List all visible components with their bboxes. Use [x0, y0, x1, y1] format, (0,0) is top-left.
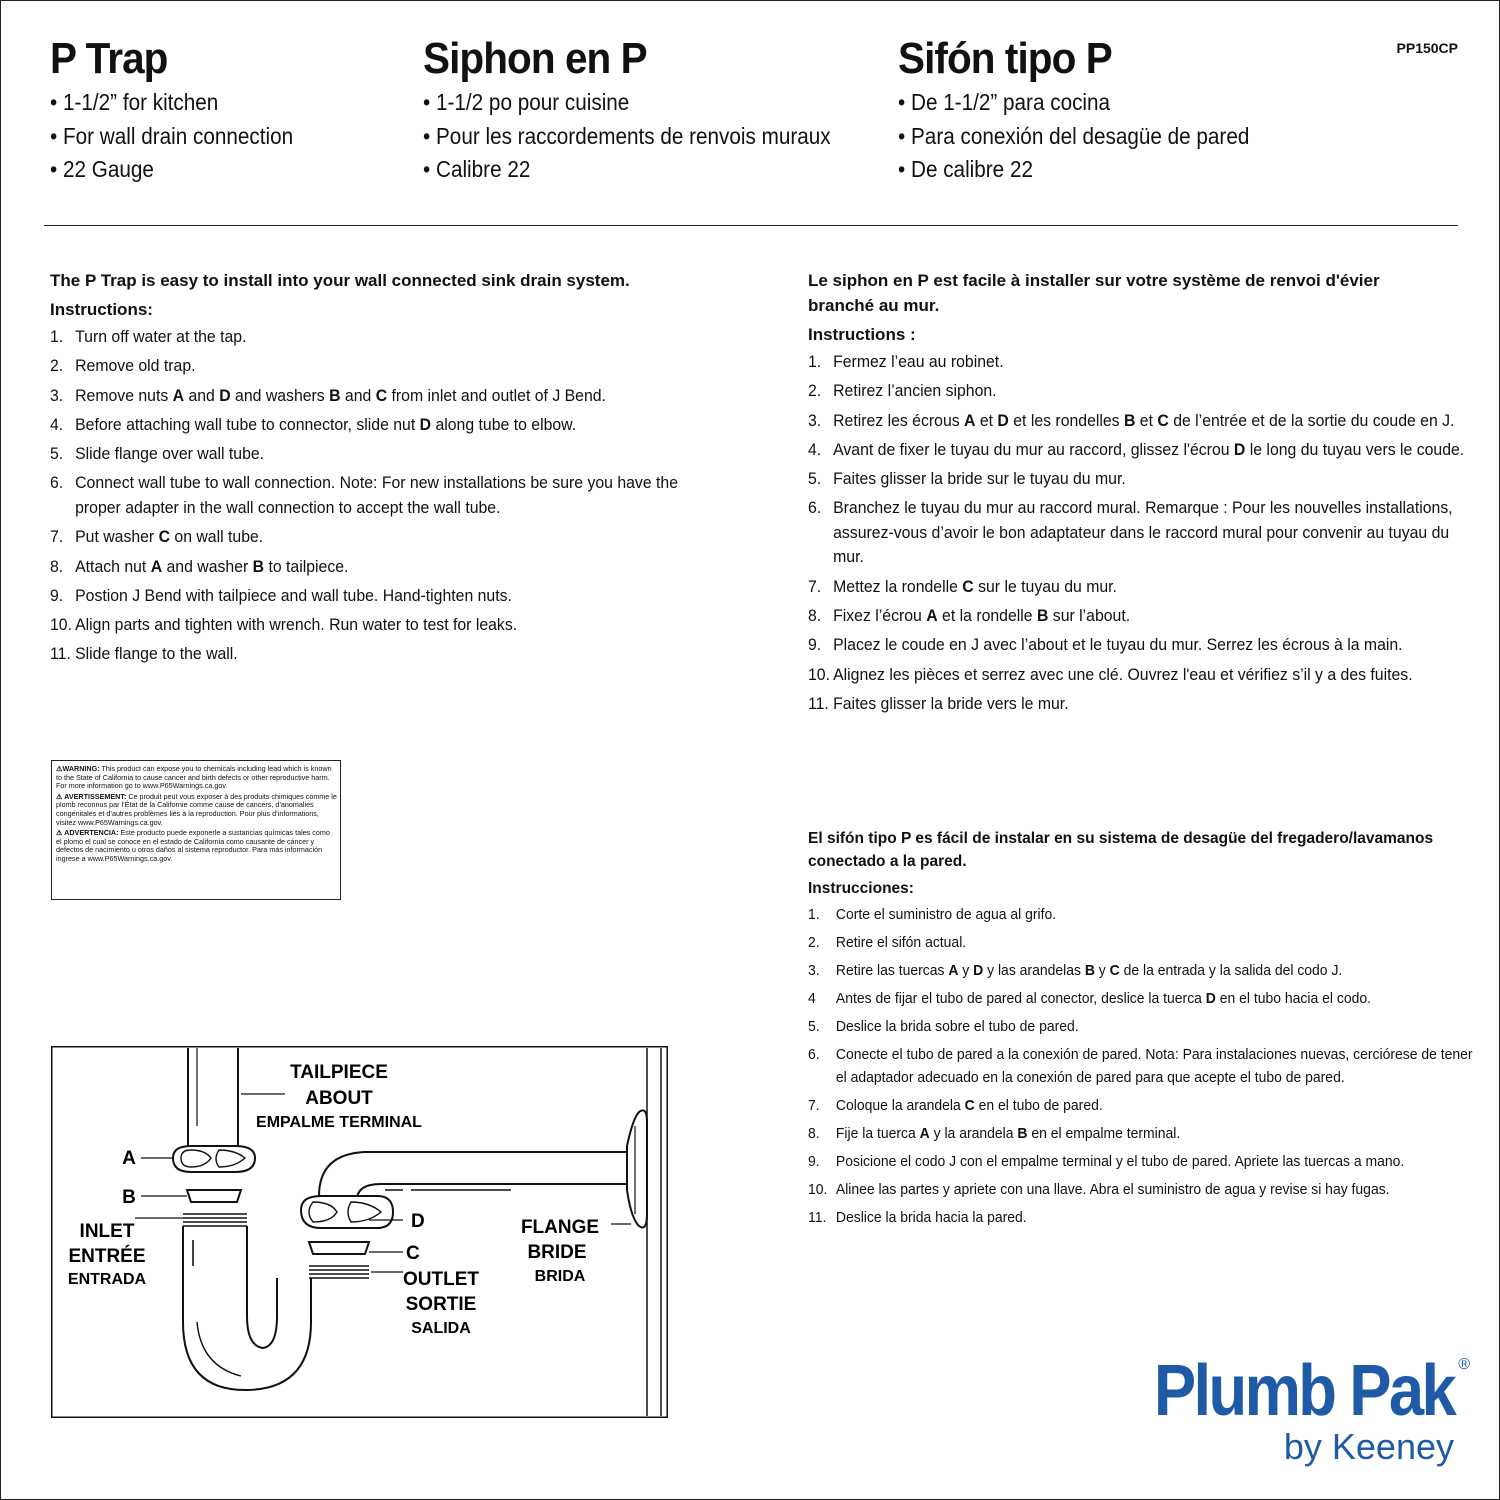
step-item: [808, 959, 1473, 982]
step-text: Faites glisser la bride sur le tuyau du mur.: [833, 469, 1126, 489]
steps-list: [50, 325, 678, 667]
step-text: Slide flange over wall tube.: [75, 444, 265, 464]
step-text: Turn off water at the tap.: [75, 327, 247, 346]
step-item: [808, 663, 1470, 688]
step-text: Fermez l’eau au robinet.: [833, 352, 1004, 371]
label-bride: BRIDE: [527, 1242, 587, 1263]
step-item: [50, 584, 682, 609]
washer-b: [187, 1190, 241, 1202]
step-item: [808, 1094, 1473, 1117]
step-text: Conecte el tubo de pared a la conexión de pared. Nota: Para instalaciones nuevas, cerciórese de tener el adaptador adecuado en la conexión de pared para que acepte el tubo de pared.: [835, 1046, 1473, 1086]
feature-item: • 1-1/2 po pour cuisine: [423, 89, 630, 115]
step-text: Remove old trap.: [75, 356, 196, 376]
instructions-english: [50, 268, 678, 672]
feature-item: • Calibre 22: [423, 156, 531, 182]
intro-french: Le siphon en P est facile à installer sur votre système de renvoi d'évier branché au mur.: [808, 271, 1380, 315]
step-item: [50, 413, 682, 438]
header-french: [423, 34, 876, 187]
step-number: 2.: [50, 356, 64, 376]
step-text: Connect wall tube to wall connection. Note: For new installations be sure you have the proper adapter in the wall connection to accept the wall tube.: [75, 473, 678, 517]
step-number: 11.: [808, 693, 829, 713]
label-salida: SALIDA: [411, 1320, 471, 1337]
j-bend: [183, 1226, 311, 1390]
feature-item: • Pour les raccordements de renvois muraux: [423, 122, 831, 149]
label-brida: BRIDA: [534, 1268, 586, 1285]
washer-c: [309, 1242, 369, 1254]
step-number: 11.: [50, 644, 71, 664]
step-number: 10.: [808, 664, 830, 684]
step-number: 6.: [808, 1046, 820, 1063]
step-item: [808, 931, 1473, 954]
steps-list: [808, 903, 1473, 1229]
step-item: [50, 642, 682, 667]
step-item: [808, 1150, 1473, 1173]
warning-french: [56, 793, 337, 827]
step-text: Deslice la brida sobre el tubo de pared.: [835, 1018, 1079, 1035]
step-item: [808, 1206, 1473, 1229]
p-trap-diagram: [51, 1046, 668, 1418]
step-number: 6.: [808, 498, 822, 518]
step-number: 7.: [808, 1097, 820, 1114]
feature-list-spanish: [898, 86, 1288, 187]
label-d: D: [411, 1211, 425, 1232]
step-text: Remove nuts A and D and washers B and C from inlet and outlet of J Bend.: [75, 385, 606, 405]
step-item: [808, 692, 1470, 717]
feature-item: • De 1-1/2” para cocina: [898, 89, 1111, 115]
warning-text: Ce produit peut vous exposer à des produits chimiques comme le plomb reconnus par l’État de la Californie comme cause de cancers, d’anomalies congénitales et d’autres problèmes liés à la reproduction. Pour plus d’informations, visitez www.P65Warnings.ca.gov.: [56, 791, 337, 827]
step-item: [808, 438, 1470, 463]
step-item: [808, 1043, 1473, 1089]
instructions-heading-spanish: Instrucciones:: [808, 880, 914, 897]
warning-label: ⚠ AVERTISSEMENT:: [56, 791, 127, 801]
feature-item: • For wall drain connection: [50, 122, 294, 149]
title-spanish: Sifón tipo P: [898, 34, 1112, 83]
label-about: ABOUT: [305, 1088, 373, 1109]
label-inlet: INLET: [79, 1221, 135, 1242]
step-number: 8.: [808, 606, 822, 626]
step-text: Branchez le tuyau du mur au raccord mural. Remarque : Pour les nouvelles installations, assurez-vous d’avoir le bon adaptateur dans le raccord mural pour convenir au tuyau du mur.: [833, 498, 1453, 567]
step-text: Posicione el codo J con el empalme terminal y el tubo de pared. Apriete las tuercas a mano.: [835, 1153, 1405, 1170]
step-text: Align parts and tighten with wrench. Run water to test for leaks.: [75, 615, 518, 635]
instructions-heading-english: Instructions:: [50, 300, 153, 319]
intro-english: The P Trap is easy to install into your wall connected sink drain system.: [50, 271, 630, 290]
warning-text: This product can expose you to chemicals including lead which is known to the State of California to cause cancer and birth defects or other reproductive harm. For more information go to www.P65Warnings.ca.gov.: [56, 764, 332, 791]
label-entrada: ENTRADA: [67, 1271, 147, 1288]
nut-a: [173, 1146, 255, 1172]
label-flange: FLANGE: [520, 1217, 600, 1238]
feature-item: • 22 Gauge: [50, 156, 154, 182]
label-b: B: [122, 1187, 136, 1208]
step-number: 11.: [808, 1209, 827, 1226]
warning-label: ⚠WARNING:: [56, 764, 100, 773]
step-item: [808, 496, 1470, 570]
step-number: 1.: [808, 906, 820, 923]
label-sortie: SORTIE: [405, 1294, 477, 1315]
step-item: [808, 604, 1470, 629]
header-spanish: [898, 34, 1288, 187]
warning-text: Este producto puede exponerle a sustancias químicas tales como el plomo el cual se conoce en el estado de California como causante de cáncer y defectos de nacimiento u otros daños al sistema reproductor. Para más información ingrese a www.P65Warnings.ca.gov.: [56, 828, 330, 863]
step-number: 4.: [808, 439, 822, 459]
feature-item: • De calibre 22: [898, 156, 1033, 182]
label-empalme-terminal: EMPALME TERMINAL: [256, 1114, 422, 1131]
title-english: P Trap: [50, 34, 168, 83]
step-item: [50, 442, 682, 467]
step-item: [50, 325, 682, 350]
step-number: 3.: [808, 410, 822, 430]
step-text: Slide flange to the wall.: [75, 644, 238, 664]
step-number: 8.: [50, 556, 64, 576]
step-text: Attach nut A and washer B to tailpiece.: [75, 556, 349, 576]
step-item: [50, 471, 682, 520]
label-entree: ENTRÉE: [68, 1246, 146, 1267]
step-text: Coloque la arandela C en el tubo de pared.: [835, 1097, 1103, 1114]
step-item: [50, 525, 682, 550]
step-text: Alinee las partes y apriete con una llave. Abra el suministro de agua y revise si hay fugas.: [835, 1181, 1390, 1198]
step-number: 4.: [50, 414, 64, 434]
step-number: 10.: [50, 615, 72, 635]
step-text: Alignez les pièces et serrez avec une clé. Ouvrez l'eau et vérifiez s’il y a des fuites.: [833, 664, 1413, 684]
step-item: [50, 354, 682, 379]
step-number: 5.: [808, 469, 822, 489]
label-outlet: OUTLET: [403, 1269, 479, 1290]
registered-mark: ®: [1458, 1356, 1470, 1373]
intro-spanish: El sifón tipo P es fácil de instalar en su sistema de desagüe del fregadero/lavamanos conectado a la pared.: [808, 830, 1434, 870]
step-text: Retire el sifón actual.: [835, 934, 967, 951]
step-text: Antes de fijar el tubo de pared al conector, deslice la tuerca D en el tubo hacia el codo.: [835, 990, 1372, 1007]
step-text: Postion J Bend with tailpiece and wall tube. Hand-tighten nuts.: [75, 585, 512, 605]
step-text: Mettez la rondelle C sur le tuyau du mur.: [833, 576, 1117, 596]
step-item: [50, 555, 682, 580]
step-number: 2.: [808, 934, 820, 951]
step-item: [808, 1122, 1473, 1145]
step-text: Fije la tuerca A y la arandela B en el empalme terminal.: [835, 1125, 1181, 1142]
instructions-spanish: [808, 827, 1473, 1234]
outlet-threads: [309, 1266, 369, 1278]
step-item: [808, 1178, 1473, 1201]
label-a: A: [122, 1148, 136, 1169]
step-number: 3.: [50, 385, 64, 405]
step-number: 8.: [808, 1125, 820, 1142]
step-number: 9.: [808, 635, 822, 655]
step-item: [50, 384, 682, 409]
step-item: [808, 987, 1473, 1010]
instructions-heading-french: Instructions :: [808, 325, 916, 344]
step-text: Corte el suministro de agua al grifo.: [835, 906, 1057, 923]
step-number: 4: [808, 990, 816, 1007]
step-text: Deslice la brida hacia la pared.: [835, 1209, 1027, 1226]
instructions-french: [808, 268, 1465, 721]
step-text: Retirez l’ancien siphon.: [833, 381, 997, 401]
step-text: Avant de fixer le tuyau du mur au raccord, glissez l'écrou D le long du tuyau vers le coude.: [833, 439, 1465, 459]
logo-tagline: by Keeney: [1283, 1426, 1454, 1467]
step-text: Retire las tuercas A y D y las arandelas B y C de la entrada y la salida del codo J.: [835, 962, 1343, 979]
warning-label: ⚠ ADVERTENCIA:: [56, 828, 119, 838]
step-number: 10.: [808, 1181, 828, 1198]
step-text: Placez le coude en J avec l’about et le tuyau du mur. Serrez les écrous à la main.: [833, 635, 1403, 655]
step-item: [808, 1015, 1473, 1038]
warning-spanish: [56, 829, 337, 863]
step-number: 7.: [50, 527, 64, 547]
prop65-warning: [51, 760, 341, 900]
step-item: [808, 350, 1470, 375]
step-number: 9.: [808, 1153, 820, 1170]
header-divider: [44, 225, 1458, 226]
plumb-pak-logo: [1110, 1350, 1470, 1480]
nut-d: [301, 1196, 393, 1228]
step-number: 9.: [50, 585, 64, 605]
tailpiece-pipe: [188, 1048, 238, 1150]
product-sku: PP150CP: [1396, 40, 1458, 56]
step-item: [808, 575, 1470, 600]
step-text: Put washer C on wall tube.: [75, 527, 264, 547]
step-item: [808, 379, 1470, 404]
warning-english: [56, 765, 337, 791]
header-english: [50, 34, 320, 187]
inlet-threads: [183, 1214, 247, 1226]
feature-item: • 1-1/2” for kitchen: [50, 89, 219, 115]
step-text: Before attaching wall tube to connector, slide nut D along tube to elbow.: [75, 414, 577, 434]
feature-item: • Para conexión del desagüe de pared: [898, 122, 1250, 149]
step-item: [808, 409, 1470, 434]
title-french: Siphon en P: [423, 34, 647, 83]
step-item: [50, 613, 682, 638]
label-tailpiece: TAILPIECE: [290, 1062, 388, 1083]
feature-list-french: [423, 86, 876, 187]
step-number: 5.: [808, 1018, 820, 1035]
step-number: 5.: [50, 444, 64, 464]
label-c: C: [406, 1243, 420, 1264]
step-text: Retirez les écrous A et D et les rondelles B et C de l’entrée et de la sortie du coude en J.: [833, 410, 1455, 430]
wall-tube: [319, 1152, 627, 1200]
step-text: Fixez l’écrou A et la rondelle B sur l’about.: [833, 606, 1131, 626]
step-number: 7.: [808, 576, 822, 596]
step-number: 3.: [808, 962, 820, 979]
logo-wordmark: Plumb Pak: [1153, 1351, 1454, 1431]
step-item: [808, 467, 1470, 492]
step-item: [808, 633, 1470, 658]
feature-list-english: [50, 86, 320, 187]
step-text: Faites glisser la bride vers le mur.: [833, 693, 1069, 713]
step-number: 2.: [808, 381, 822, 401]
step-number: 1.: [50, 327, 64, 346]
flange: [627, 1110, 647, 1227]
step-item: [808, 903, 1473, 926]
step-number: 1.: [808, 352, 822, 371]
steps-list: [808, 350, 1465, 716]
step-number: 6.: [50, 473, 64, 493]
